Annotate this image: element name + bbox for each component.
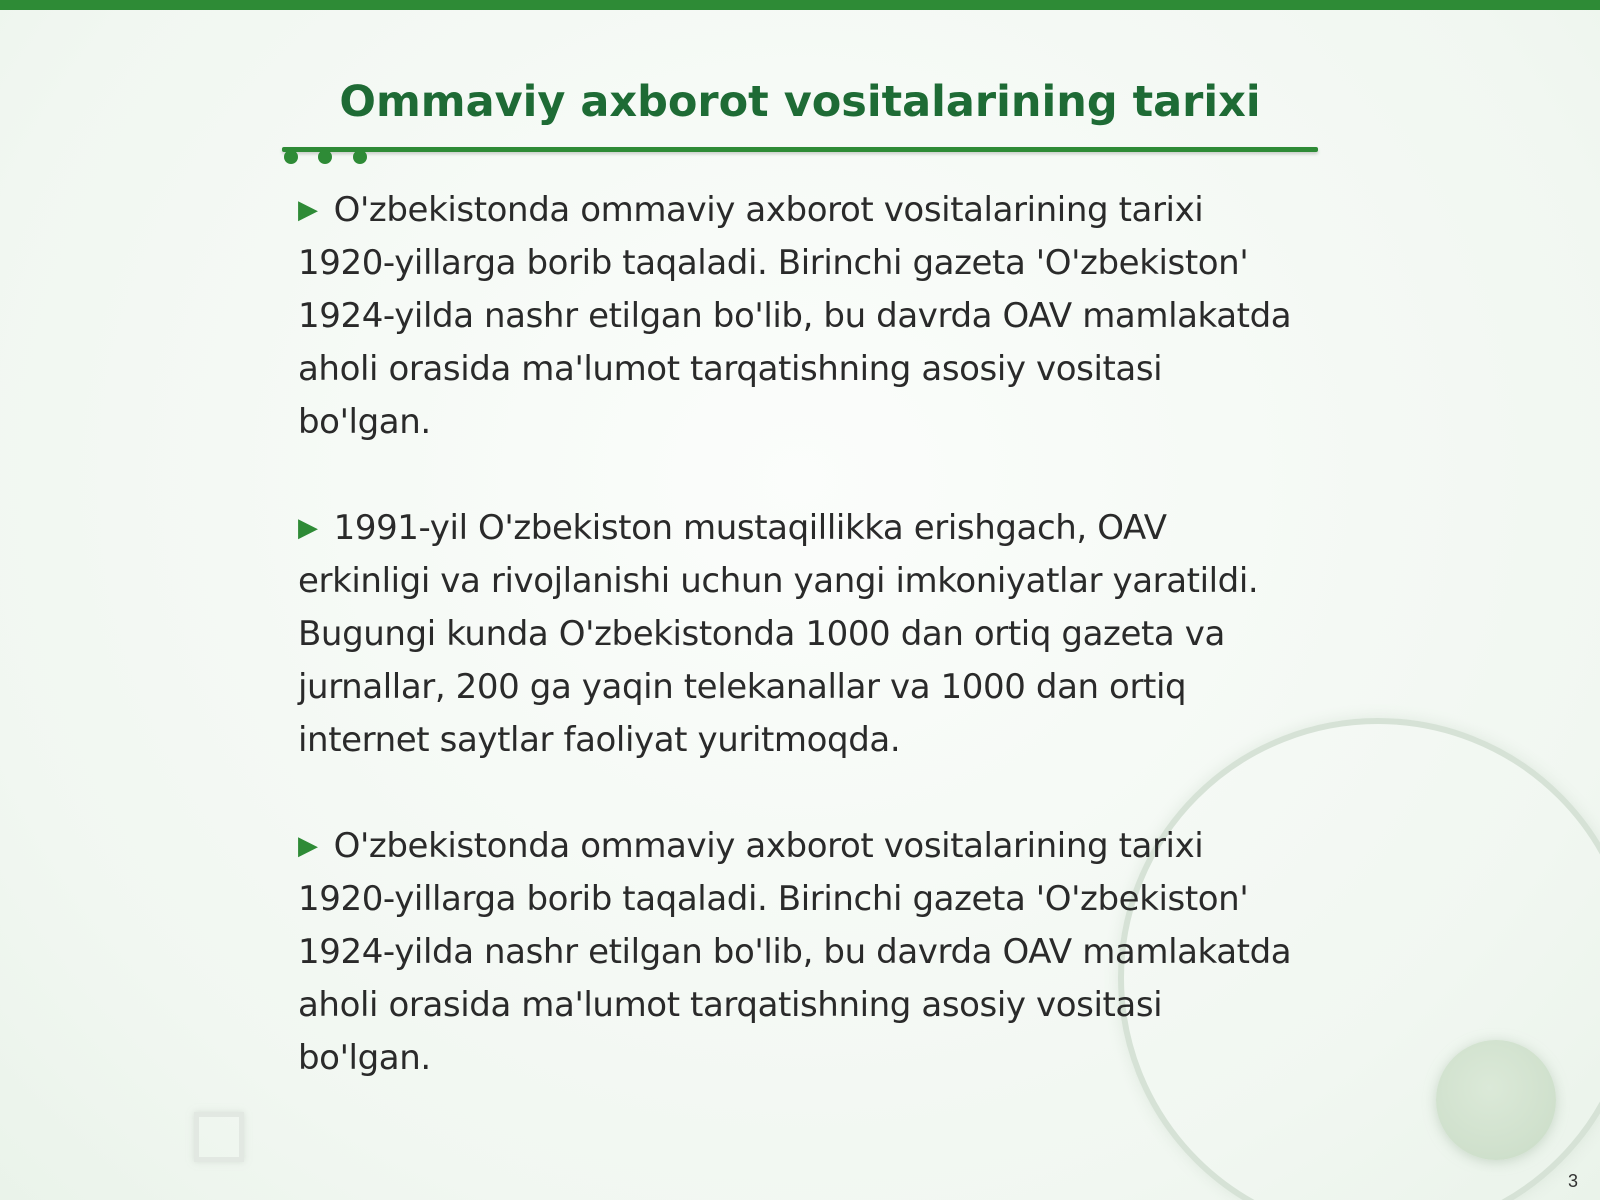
bullet-paragraph xyxy=(298,820,1298,1085)
page-number: 3 xyxy=(1567,1171,1578,1191)
slide-title: Ommaviy axborot vositalarining tarixi xyxy=(339,77,1261,127)
paragraph-text: 1991-yil O'zbekiston mustaqillikka erishgach, OAV erkinligi va rivojlanishi uchun yangi imkoniyatlar yaratildi. Bugungi kunda O'zbekistonda 1000 dan ortiq gazeta va jurnallar, 200 ga yaqin telekanallar va 1000 dan ortiq internet saytlar faoliyat yuritmoqda. xyxy=(298,508,1259,760)
paragraph-text: O'zbekistonda ommaviy axborot vositalarining tarixi 1920-yillarga borib taqaladi. Birinchi gazeta 'O'zbekiston' 1924-yilda nashr etilgan bo'lib, bu davrda OAV mamlakatda aholi orasida ma'lumot tarqatishning asosiy vositasi bo'lgan. xyxy=(298,190,1292,442)
paragraph-text: O'zbekistonda ommaviy axborot vositalarining tarixi 1920-yillarga borib taqaladi. Birinchi gazeta 'O'zbekiston' 1924-yilda nashr etilgan bo'lib, bu davrda OAV mamlakatda aholi orasida ma'lumot tarqatishning asosiy vositasi bo'lgan. xyxy=(298,826,1292,1078)
bullet-paragraph xyxy=(298,184,1298,449)
decorative-circle xyxy=(1436,1040,1556,1160)
title-underline xyxy=(282,147,1318,152)
triangle-right-icon: ▶ xyxy=(298,513,318,543)
decorative-square xyxy=(194,1112,244,1162)
top-accent-bar xyxy=(0,0,1600,10)
triangle-right-icon: ▶ xyxy=(298,195,318,225)
slide-content xyxy=(298,184,1298,1138)
title-dot xyxy=(284,150,298,164)
triangle-right-icon: ▶ xyxy=(298,831,318,861)
bullet-paragraph xyxy=(298,502,1298,767)
title-dot xyxy=(353,150,367,164)
title-dot xyxy=(318,150,332,164)
